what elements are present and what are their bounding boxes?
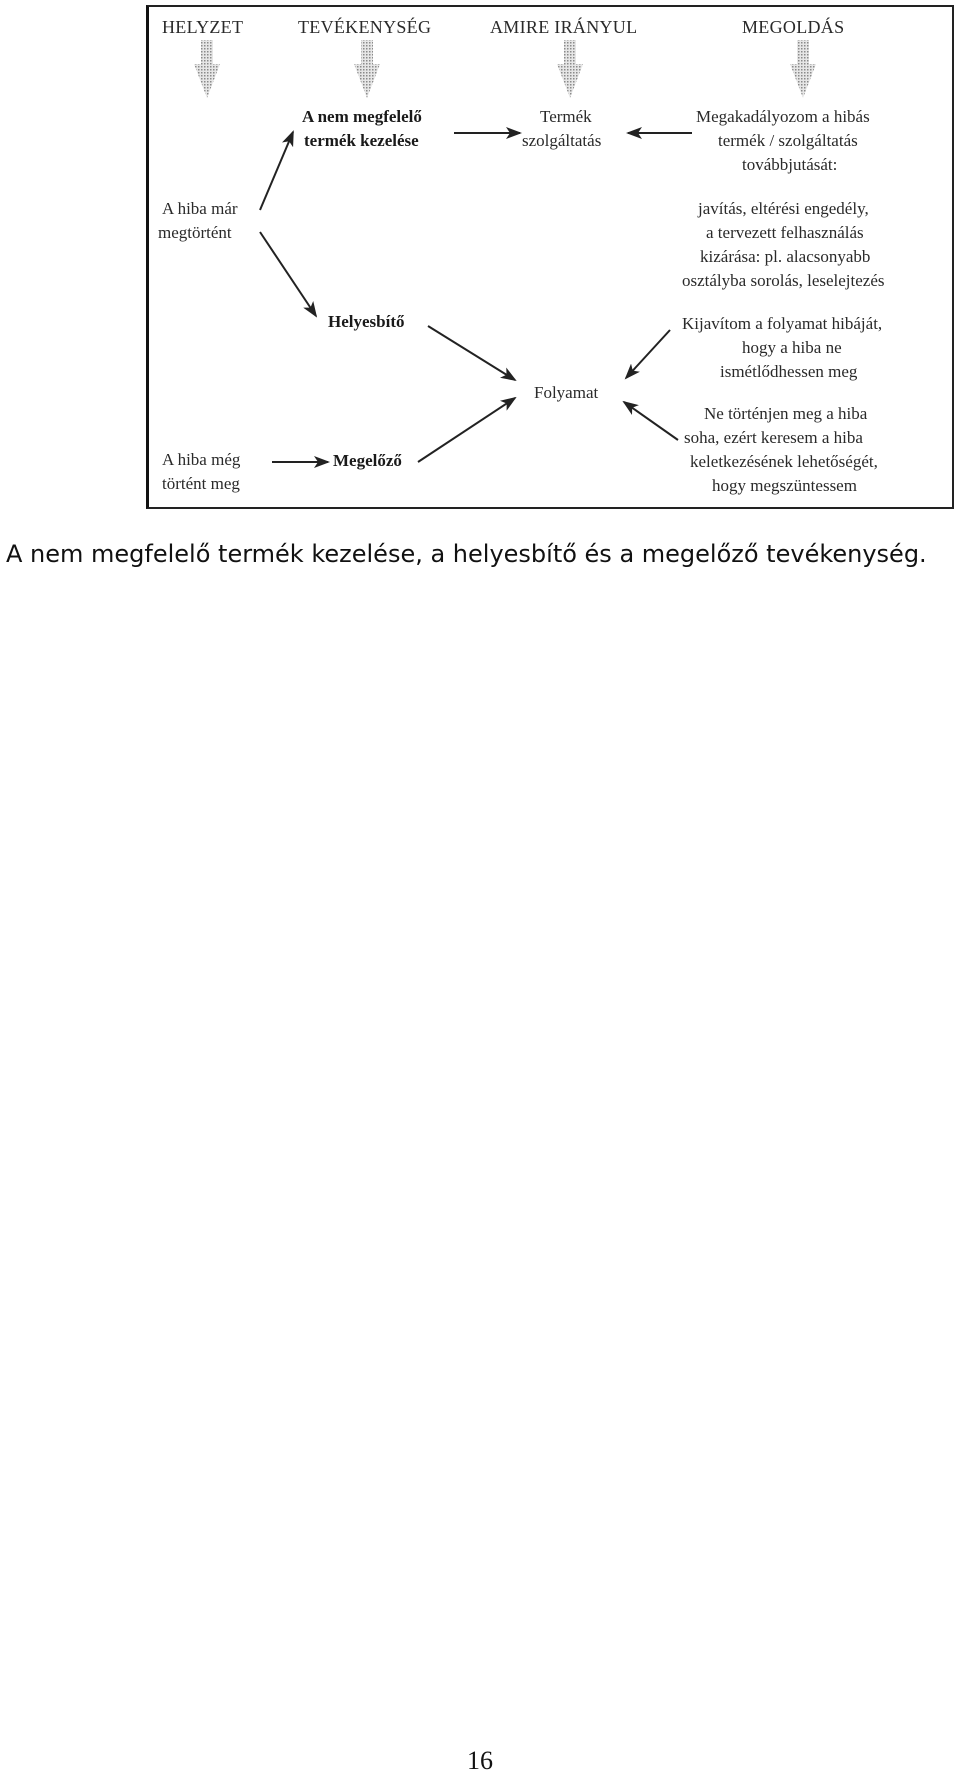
activity-preventive: Megelőző	[333, 451, 402, 470]
solution-block-line-3: továbbjutását:	[742, 155, 838, 174]
header-down-arrow-3	[557, 40, 583, 98]
solution-block-line-2: termék / szolgáltatás	[718, 131, 858, 150]
solution-prevent-line-1: Ne történjen meg a hiba	[704, 404, 868, 423]
situation-occurred-line-1: A hiba már	[162, 199, 238, 218]
activity-nonconforming-line-2: termék kezelése	[304, 131, 419, 150]
situation-not-occurred-line-2: történt meg	[162, 474, 240, 493]
activity-nonconforming-line-1: A nem megfelelő	[302, 107, 422, 126]
solution-prevent-line-4: hogy megszüntessem	[712, 476, 857, 495]
situation-occurred-line-2: megtörtént	[158, 223, 232, 242]
solution-prevent-line-2: soha, ezért keresem a hiba	[684, 428, 863, 447]
solution-block-line-1: Megakadályozom a hibás	[696, 107, 870, 126]
arrow-prevent-to-process	[624, 402, 678, 440]
solution-fix-line-2: hogy a hiba ne	[742, 338, 842, 357]
solution-detail-line-4: osztályba sorolás, leselejtezés	[682, 271, 885, 290]
page-number: 16	[467, 1746, 493, 1775]
solution-detail-line-1: javítás, eltérési engedély,	[698, 199, 869, 218]
header-down-arrow-4	[790, 40, 816, 98]
figure-caption: A nem megfelelő termék kezelése, a helyesbítő és a megelőző tevékenység.	[6, 540, 927, 568]
header-helyzet: HELYZET	[162, 17, 244, 37]
arrow-preventive-to-process	[418, 398, 515, 462]
solution-fix-line-3: ismétlődhessen meg	[720, 362, 858, 381]
solution-detail-line-2: a tervezett felhasználás	[706, 223, 864, 242]
header-tevekenyseg: TEVÉKENYSÉG	[298, 17, 432, 37]
arrow-occurred-to-corrective	[260, 232, 316, 316]
arrow-fix-to-process	[626, 330, 670, 378]
solution-fix-line-1: Kijavítom a folyamat hibáját,	[682, 314, 883, 333]
header-down-arrow-2	[354, 40, 380, 98]
activity-corrective: Helyesbítő	[328, 312, 405, 331]
solution-prevent-line-3: keletkezésének lehetőségét,	[690, 452, 878, 471]
header-down-arrow-1	[194, 40, 220, 98]
header-megoldas: MEGOLDÁS	[742, 17, 845, 37]
target-product-line-1: Termék	[540, 107, 592, 126]
arrow-corrective-to-process	[428, 326, 515, 380]
target-product-line-2: szolgáltatás	[522, 131, 602, 150]
solution-detail-line-3: kizárása: pl. alacsonyabb	[700, 247, 871, 266]
process-diagram	[0, 0, 960, 520]
arrow-occurred-to-nonconforming	[260, 132, 293, 210]
target-process: Folyamat	[534, 383, 599, 402]
header-amire-iranyul: AMIRE IRÁNYUL	[490, 17, 638, 37]
situation-not-occurred-line-1: A hiba még	[162, 450, 241, 469]
